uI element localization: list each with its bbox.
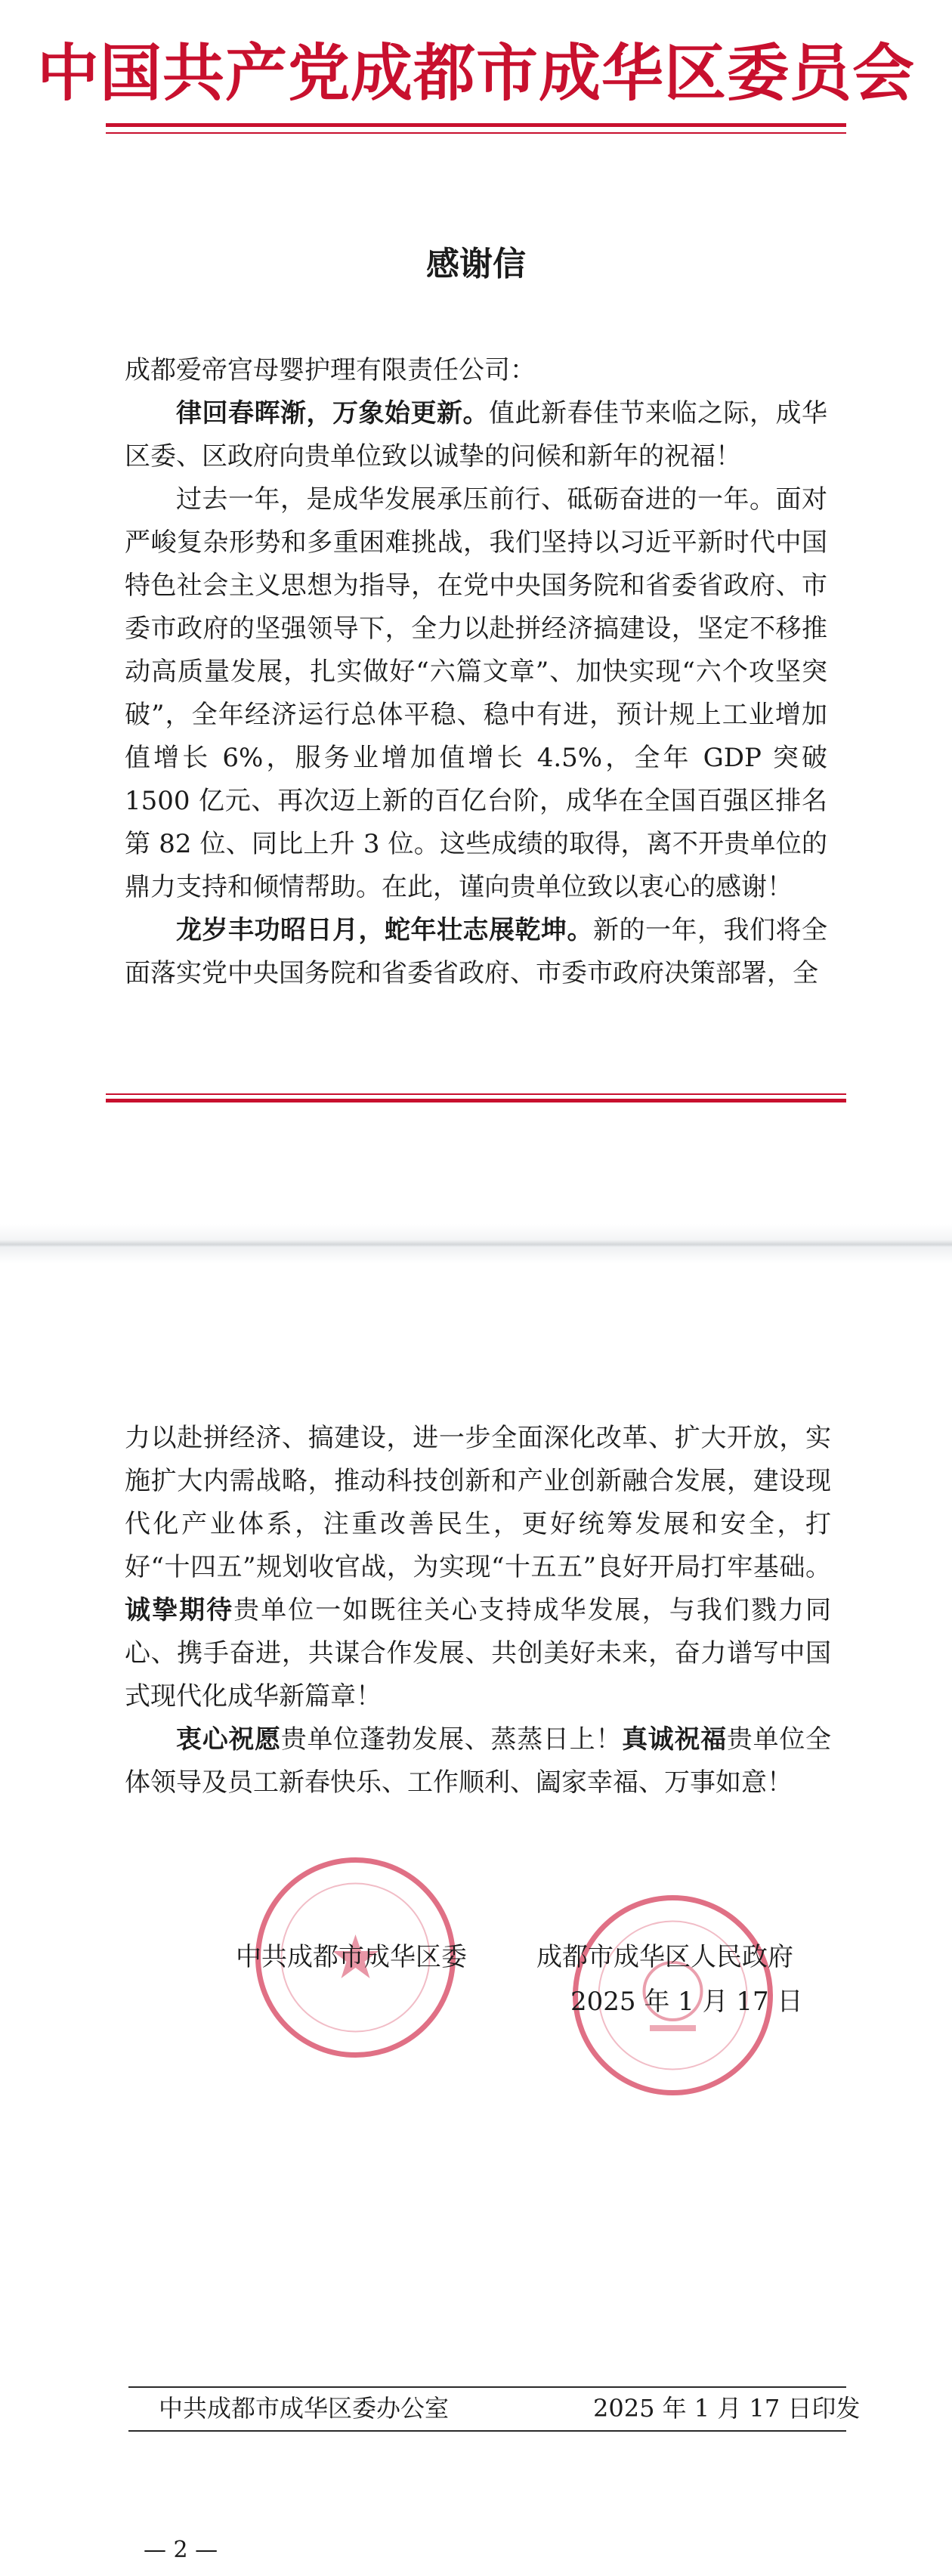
page-break-scan-seam [0, 1224, 952, 1263]
signature-party-committee: 中共成都市成华区委 [236, 1942, 467, 1972]
greeting-bold: 律回春晖渐，万象始更新。 [176, 398, 489, 428]
page-number: — 2 — [144, 2537, 218, 2563]
page1-bottom-rule-thick [106, 1099, 846, 1102]
expectation-bold: 诚挚期待 [125, 1595, 234, 1625]
greeting-text: 值此新春佳节来临之际，成华区委、区政府向贵单位致以诚挚的问候和新年的祝福！ [125, 398, 827, 472]
footer-rule-bottom [128, 2430, 846, 2432]
wish-text-1: 贵单位蓬勃发展、蒸蒸日上！ [280, 1724, 623, 1755]
paragraph-outlook-start [125, 909, 827, 995]
paragraph-wishes [125, 1718, 831, 1804]
footer-rule-top [128, 2386, 846, 2388]
paragraph-greeting [125, 392, 827, 478]
signature-government: 成都市成华区人民政府 [536, 1942, 793, 1972]
letter-body-page2 [125, 1417, 831, 1804]
masthead-rule-thick [106, 123, 846, 127]
outlook-text-start: 新的一年，我们将全面落实党中央国务院和省委省政府、市委市政府决策部署，全 [125, 915, 827, 988]
page1-bottom-rule-thin [106, 1093, 846, 1095]
outlook-text-continued: 力以赴拼经济、搞建设，进一步全面深化改革、扩大开放，实施扩大内需战略，推动科技创新和产业创新融合发展，建设现代化产业体系，注重改善民生，更好统筹发展和安全，打好“十四五”规划收官战，为实现“十五五”良好开局打牢基础。 [125, 1423, 831, 1582]
document-page-1 [0, 0, 952, 1224]
letter-body-page1 [125, 349, 827, 1105]
paragraph-outlook-continued [125, 1417, 831, 1718]
outlook-bold: 龙岁丰功昭日月，蛇年壮志展乾坤。 [176, 915, 593, 945]
footer-print-date: 2025 年 1 月 17 日印发 [593, 2394, 861, 2423]
wish-text-2: 贵单位全体领导及员工新春快乐、工作顺利、阖家幸福、万事如意！ [125, 1724, 832, 1798]
wish-bold-1: 衷心祝愿 [176, 1724, 281, 1755]
letter-title: 感谢信 [426, 245, 526, 283]
expectation-text: 贵单位一如既往关心支持成华发展，与我们戮力同心、携手奋进，共谋合作发展、共创美好未来，奋力谱写中国式现代化成华新篇章！ [125, 1595, 832, 1712]
footer-issuer: 中共成都市成华区委办公室 [159, 2394, 450, 2423]
salutation: 成都爱帝宫母婴护理有限责任公司： [125, 355, 536, 385]
paragraph-review: 过去一年，是成华发展承压前行、砥砺奋进的一年。面对严峻复杂形势和多重困难挑战，我们坚持以习近平新时代中国特色社会主义思想为指导，在党中央国务院和省委省政府、市委市政府的坚强领导下，全力以赴拼经济搞建设，坚定不移推动高质量发展，扎实做好“六篇文章”、加快实现“六个攻坚突破”，全年经济运行总体平稳、稳中有进，预计规上工业增加值增长 6%，服务业增加值增长 4.5%，全年 GDP 突破 1500 亿元、再次迈上新的百亿台阶，成华在全国百强区排名第 82 位、同比上升 3 位。这些成绩的取得，离不开贵单位的鼎力支持和倾情帮助。在此，谨向贵单位致以衷心的感谢！ [125, 484, 827, 902]
masthead-rule-thin [106, 132, 846, 134]
signature-date: 2025 年 1 月 17 日 [570, 1987, 803, 2017]
masthead-title: 中国共产党成都市成华区委员会 [36, 37, 915, 110]
wish-bold-2: 真诚祝福 [622, 1724, 727, 1755]
